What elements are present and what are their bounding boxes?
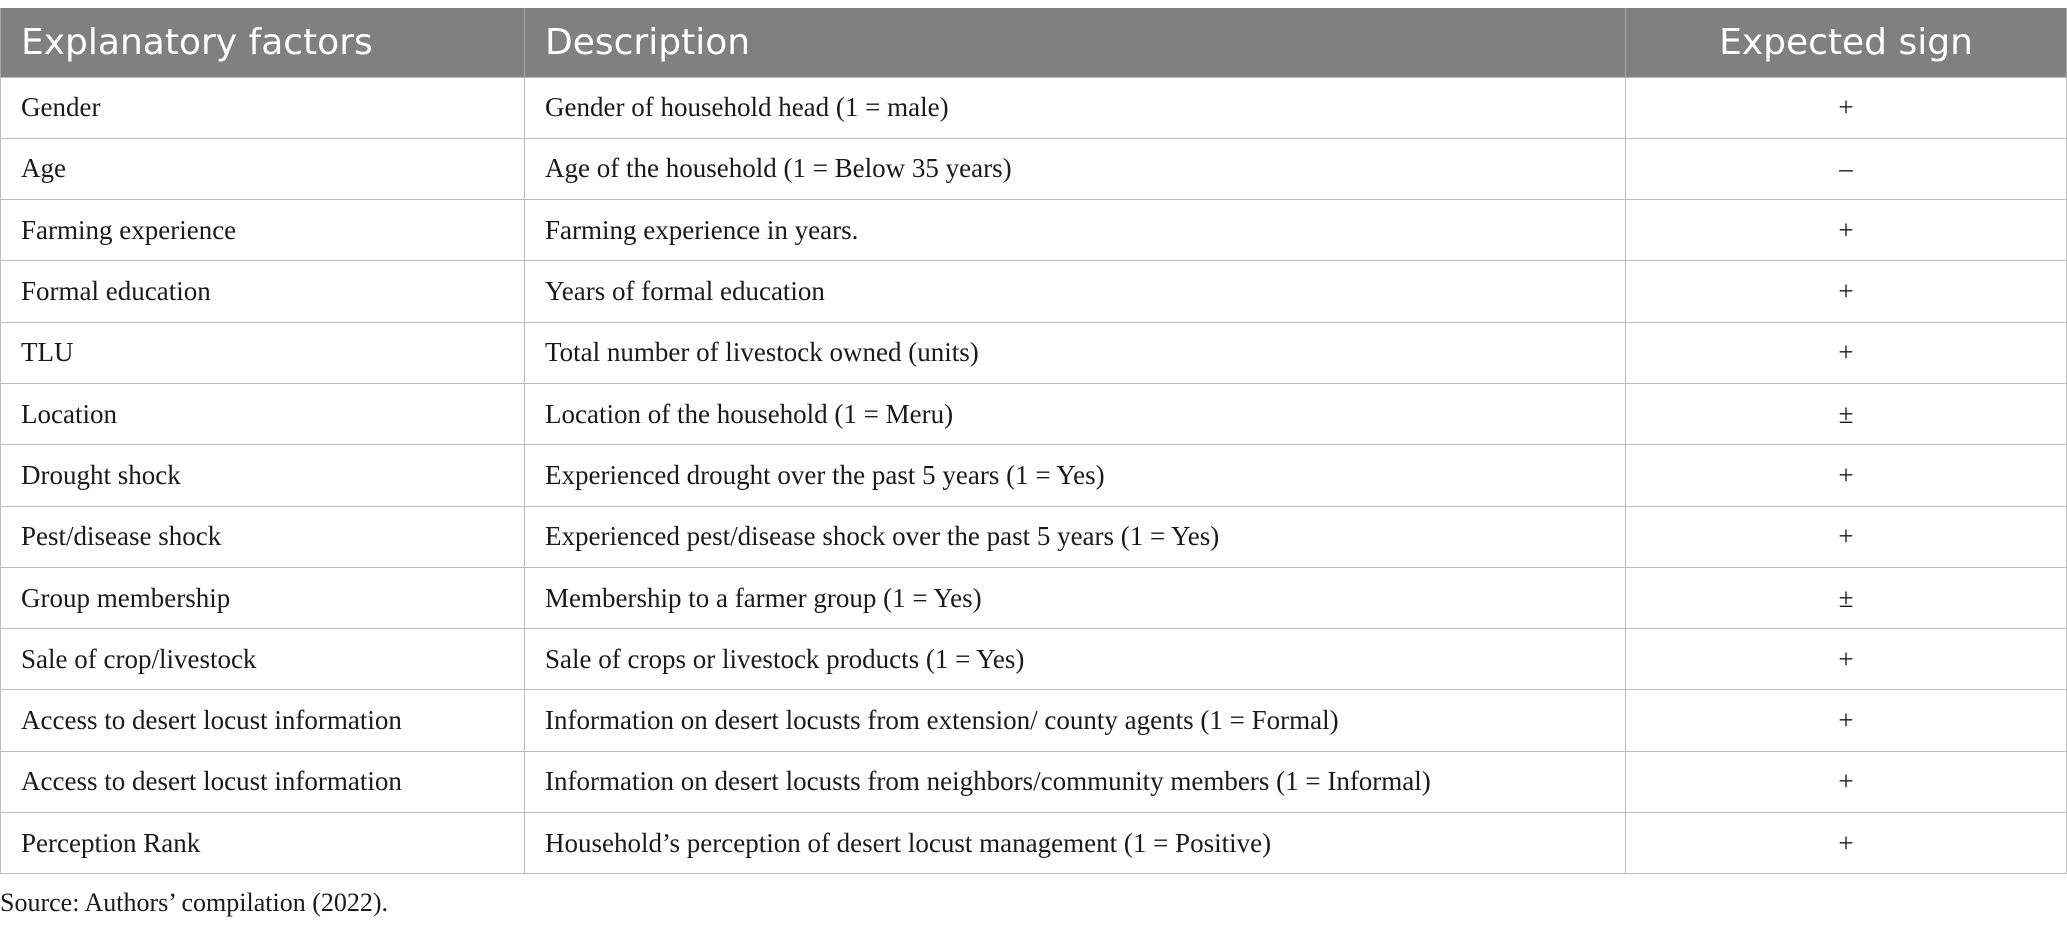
factor-cell: Perception Rank [1, 813, 525, 874]
factor-cell: Sale of crop/livestock [1, 629, 525, 690]
table-row [1, 506, 2067, 567]
description-cell: Years of formal education [525, 261, 1626, 322]
table-row [1, 445, 2067, 506]
factor-cell: Location [1, 383, 525, 444]
description-cell: Location of the household (1 = Meru) [525, 383, 1626, 444]
description-cell: Experienced drought over the past 5 years (1 = Yes) [525, 445, 1626, 506]
table-row [1, 751, 2067, 812]
source-note: Source: Authors’ compilation (2022). [0, 888, 389, 917]
table-row [1, 77, 2067, 138]
table-body [1, 77, 2067, 874]
sign-cell: + [1626, 445, 2067, 506]
factor-cell: Access to desert locust information [1, 690, 525, 751]
header-explanatory-factors: Explanatory factors [1, 8, 525, 77]
sign-cell: + [1626, 813, 2067, 874]
factor-cell: Gender [1, 77, 525, 138]
header-description: Description [525, 8, 1626, 77]
sign-cell: + [1626, 506, 2067, 567]
sign-cell: ± [1626, 383, 2067, 444]
header-expected-sign: Expected sign [1626, 8, 2067, 77]
sign-cell: + [1626, 200, 2067, 261]
description-cell: Membership to a farmer group (1 = Yes) [525, 567, 1626, 628]
description-cell: Household’s perception of desert locust management (1 = Positive) [525, 813, 1626, 874]
sign-cell: + [1626, 751, 2067, 812]
table-row [1, 567, 2067, 628]
description-cell: Experienced pest/disease shock over the past 5 years (1 = Yes) [525, 506, 1626, 567]
sign-cell: ± [1626, 567, 2067, 628]
description-cell: Total number of livestock owned (units) [525, 322, 1626, 383]
sign-cell: + [1626, 690, 2067, 751]
factor-cell: Access to desert locust information [1, 751, 525, 812]
sign-cell: + [1626, 261, 2067, 322]
table-row [1, 322, 2067, 383]
table-row [1, 261, 2067, 322]
description-cell: Gender of household head (1 = male) [525, 77, 1626, 138]
sign-cell: + [1626, 322, 2067, 383]
factor-cell: Formal education [1, 261, 525, 322]
factor-cell: Pest/disease shock [1, 506, 525, 567]
table-row [1, 629, 2067, 690]
header-row [1, 8, 2067, 77]
sign-cell: – [1626, 138, 2067, 199]
description-cell: Information on desert locusts from extension/ county agents (1 = Formal) [525, 690, 1626, 751]
description-cell: Sale of crops or livestock products (1 = Yes) [525, 629, 1626, 690]
sign-cell: + [1626, 77, 2067, 138]
factor-cell: Age [1, 138, 525, 199]
table-row [1, 138, 2067, 199]
table-header [1, 8, 2067, 77]
explanatory-factors-table [0, 8, 2067, 874]
explanatory-factors-table-container [0, 8, 2066, 874]
table-row [1, 200, 2067, 261]
table-row [1, 690, 2067, 751]
description-cell: Information on desert locusts from neighbors/community members (1 = Informal) [525, 751, 1626, 812]
factor-cell: Drought shock [1, 445, 525, 506]
sign-cell: + [1626, 629, 2067, 690]
table-row [1, 383, 2067, 444]
description-cell: Age of the household (1 = Below 35 years) [525, 138, 1626, 199]
factor-cell: TLU [1, 322, 525, 383]
factor-cell: Group membership [1, 567, 525, 628]
factor-cell: Farming experience [1, 200, 525, 261]
table-row [1, 813, 2067, 874]
description-cell: Farming experience in years. [525, 200, 1626, 261]
